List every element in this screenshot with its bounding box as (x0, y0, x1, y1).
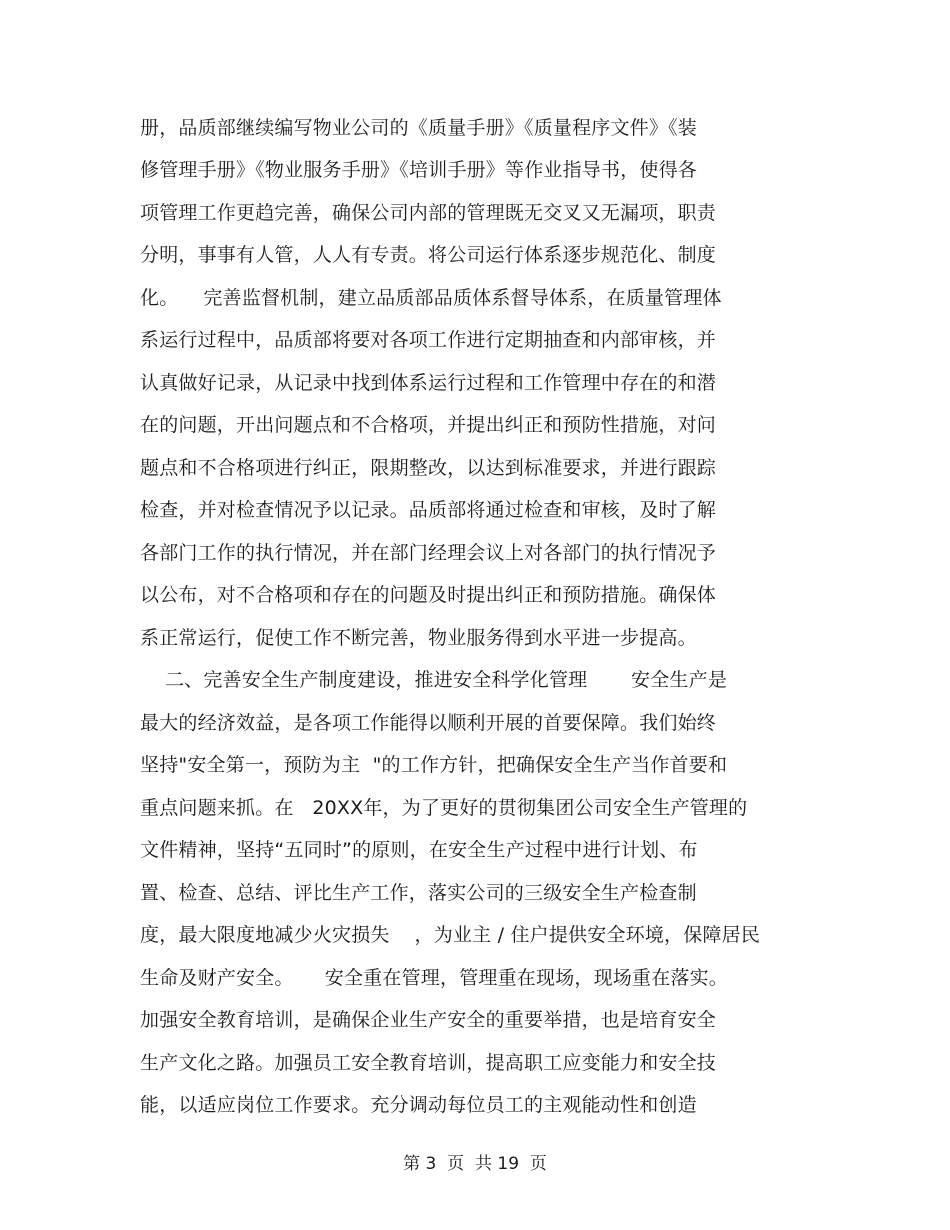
section-heading-line: 二、完善安全生产制度建设，推进安全科学化管理 安全生产是 (140, 669, 728, 691)
text-line: 重点问题来抓。在 20XX年，为了更好的贯彻集团公司安全生产管理的 (140, 797, 748, 819)
text-line: 生产文化之路。加强员工安全教育培训，提高职工应变能力和安全技 (140, 1052, 717, 1074)
text-line: 系运行过程中，品质部将要对各项工作进行定期抽查和内部审核，并 (140, 329, 717, 351)
text-line: 题点和不合格项进行纠正，限期整改，以达到标准要求，并进行跟踪 (140, 457, 717, 479)
text-line: 化。 完善监督机制，建立品质部品质体系督导体系，在质量管理体 (140, 287, 722, 309)
text-line: 系正常运行，促使工作不断完善，物业服务得到水平进一步提高。 (140, 627, 697, 649)
text-line: 检查，并对检查情况予以记录。品质部将通过检查和审核，及时了解 (140, 499, 717, 521)
text-line: 能，以适应岗位工作要求。充分调动每位员工的主观能动性和创造 (140, 1094, 697, 1116)
text-line: 生命及财产安全。 安全重在管理，管理重在现场，现场重在落实。 (140, 967, 728, 989)
text-line: 加强安全教育培训，是确保企业生产安全的重要举措，也是培育安全 (140, 1009, 717, 1031)
text-line: 在的问题，开出问题点和不合格项，并提出纠正和预防性措施，对问 (140, 414, 717, 436)
text-line: 册，品质部继续编写物业公司的《质量手册》《质量程序文件》《装 (140, 117, 698, 139)
text-line: 各部门工作的执行情况，并在部门经理会议上对各部门的执行情况予 (140, 542, 717, 564)
text-line: 度，最大限度地减少火灾损失 ，为业主 / 住户提供安全环境，保障居民 (140, 924, 761, 946)
text-line: 最大的经济效益，是各项工作能得以顺利开展的首要保障。我们始终 (140, 712, 717, 734)
text-line: 坚持"安全第一，预防为主 "的工作方针，把确保安全生产当作首要和 (140, 754, 728, 776)
text-line: 置、检查、总结、评比生产工作，落实公司的三级安全生产检查制 (140, 882, 697, 904)
text-line: 分明，事事有人管，人人有专责。将公司运行体系逐步规范化、制度 (140, 244, 717, 266)
text-line: 认真做好记录，从记录中找到体系运行过程和工作管理中存在的和潜 (140, 372, 717, 394)
text-line: 修管理手册》《物业服务手册》《培训手册》等作业指导书，使得各 (140, 159, 698, 181)
text-line: 文件精神，坚持“五同时”的原则，在安全生产过程中进行计划、布 (140, 839, 698, 861)
page-number-footer: 第 3 页 共 19 页 (403, 1154, 547, 1174)
text-line: 项管理工作更趋完善，确保公司内部的管理既无交叉又无漏项，职责 (140, 202, 717, 224)
text-line: 以公布，对不合格项和存在的问题及时提出纠正和预防措施。确保体 (140, 584, 717, 606)
